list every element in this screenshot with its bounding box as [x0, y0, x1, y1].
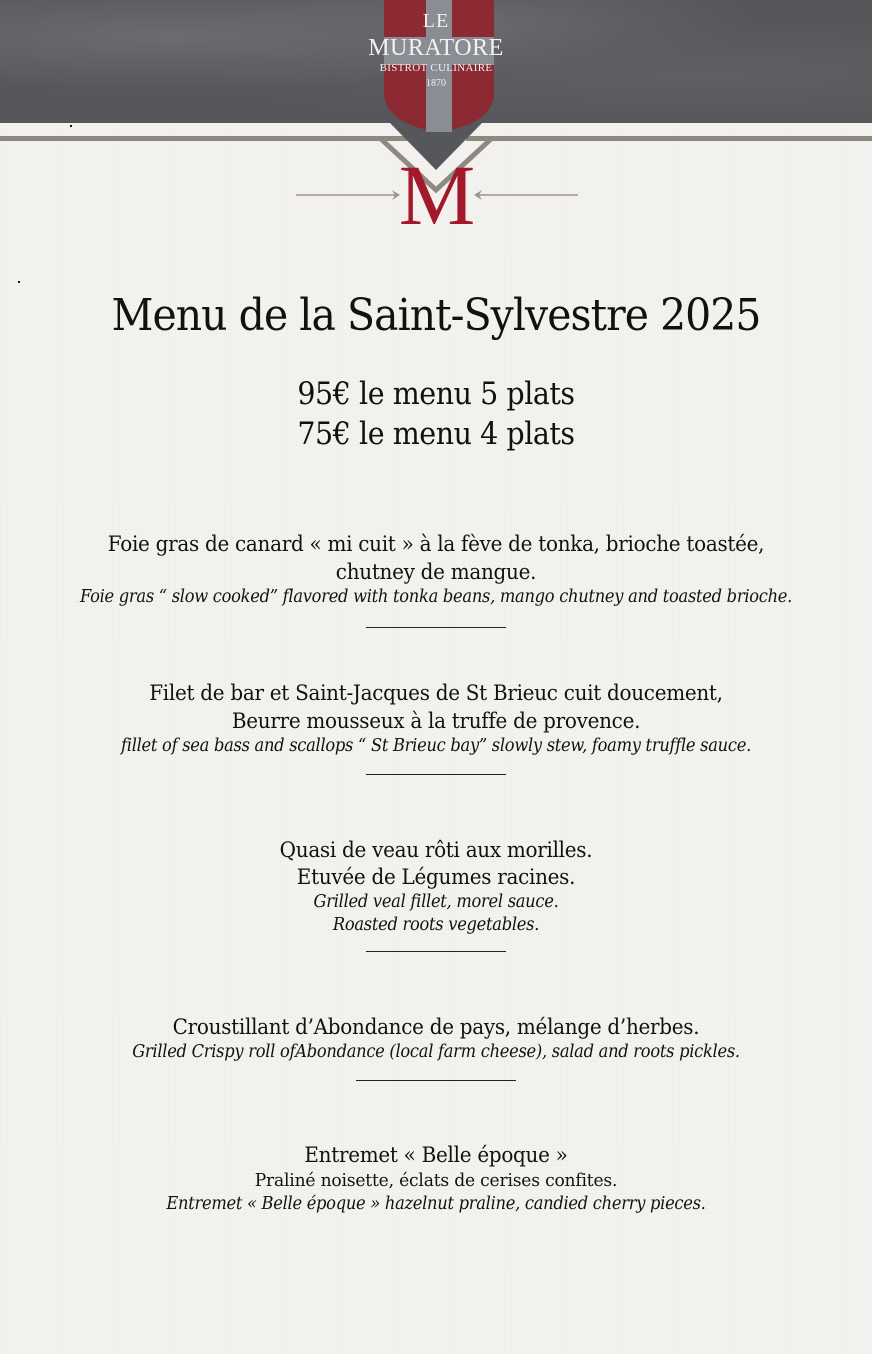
- course-fish: [0, 679, 872, 775]
- course-separator: [366, 951, 506, 952]
- page-title: Menu de la Saint-Sylvestre 2025: [111, 290, 761, 341]
- course-cheese: [0, 1013, 872, 1081]
- logo-subtitle: BISTROT CULINAIRE: [379, 62, 493, 74]
- course-fr-line: Filet de bar et Saint-Jacques de St Brieuc cuit doucement,: [149, 681, 723, 705]
- course-fr-line: Foie gras de canard « mi cuit » à la fève de tonka, brioche toastée,: [107, 532, 765, 556]
- course-separator: [356, 1080, 516, 1081]
- course-separator: [366, 774, 506, 775]
- course-fr-line: chutney de mangue.: [335, 560, 537, 584]
- course-fr-line: Etuvée de Légumes racines.: [296, 865, 576, 889]
- course-separator: [366, 627, 506, 628]
- course-en-line: Foie gras “ slow cooked” flavored with tonka beans, mango chutney and toasted brioche.: [79, 587, 793, 607]
- logo-le: LE: [422, 10, 450, 32]
- course-fr-line: Praliné noisette, éclats de cerises confites.: [254, 1170, 618, 1191]
- monogram-m: M: [398, 147, 476, 243]
- course-fr-line: Entremet « Belle époque »: [304, 1143, 568, 1167]
- course-dessert: [0, 1141, 872, 1216]
- logo-name: MURATORE: [368, 35, 504, 61]
- course-en-line: Roasted roots vegetables.: [332, 915, 540, 935]
- stray-dot: [18, 281, 20, 283]
- course-fr-line: Croustillant d’Abondance de pays, mélange d’herbes.: [172, 1015, 700, 1039]
- price-5-courses: 95€ le menu 5 plats: [297, 376, 575, 412]
- course-en-line: Grilled Crispy roll ofAbondance (local farm cheese), salad and roots pickles.: [132, 1042, 740, 1062]
- course-en-line: fillet of sea bass and scallops “ St Brieuc bay” slowly stew, foamy truffle sauce.: [121, 736, 751, 756]
- course-fr-line: Beurre mousseux à la truffe de provence.: [231, 709, 641, 733]
- course-starter: [0, 530, 872, 628]
- stray-dot: [70, 125, 72, 127]
- course-meat: [0, 837, 872, 952]
- course-en-line: Grilled veal fillet, morel sauce.: [313, 892, 559, 912]
- price-4-courses: 75€ le menu 4 plats: [297, 416, 575, 452]
- course-fr-line: Quasi de veau rôti aux morilles.: [279, 838, 593, 862]
- logo-year: 1870: [426, 78, 446, 89]
- course-en-line: Entremet « Belle époque » hazelnut praline, candied cherry pieces.: [166, 1194, 706, 1214]
